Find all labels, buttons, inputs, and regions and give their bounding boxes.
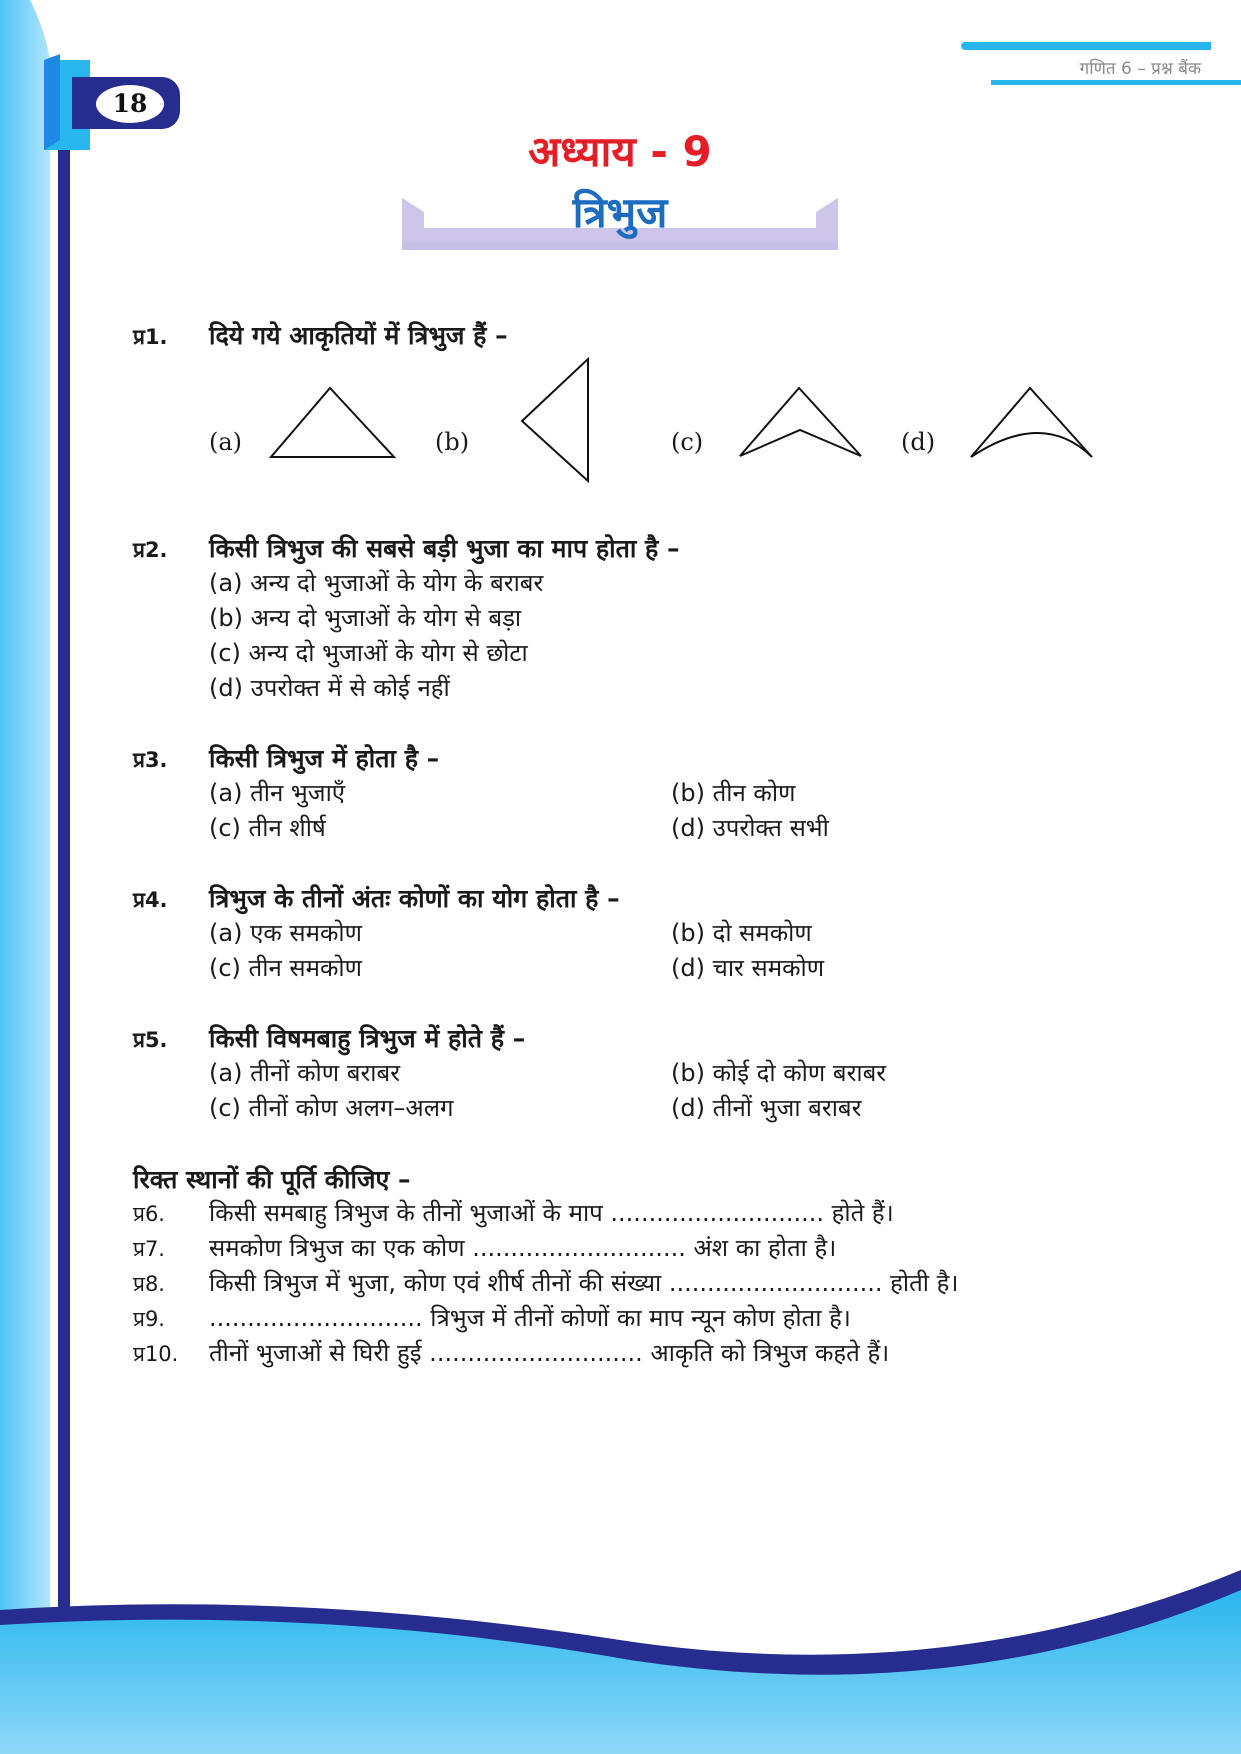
question-number-5: प्र5. — [133, 1028, 168, 1052]
curved-figure-d — [968, 384, 1096, 460]
figure-label-c: (c) — [671, 428, 704, 456]
q2-option-d: (d) उपरोक्त में से कोई नहीं — [209, 674, 450, 702]
triangle-figure-a — [268, 384, 398, 460]
question-number-1: प्र1. — [133, 325, 168, 349]
q4-option-c: (c) तीन समकोण — [209, 954, 362, 982]
q3-option-d: (d) उपरोक्त सभी — [671, 814, 829, 842]
q2-option-b: (b) अन्य दो भुजाओं के योग से बड़ा — [209, 604, 522, 632]
q3-option-b: (b) तीन कोण — [671, 779, 796, 807]
question-text-4: त्रिभुज के तीनों अंतः कोणों का योग होता है – — [209, 884, 620, 913]
fill-text-7: समकोण त्रिभुज का एक कोण ............................ अंश का होता है। — [209, 1234, 837, 1262]
triangle-figure-b — [516, 356, 596, 484]
chapter-label: अध्याय - 9 — [528, 127, 712, 176]
q3-option-c: (c) तीन शीर्ष — [209, 814, 326, 842]
figure-label-b: (b) — [435, 428, 470, 456]
fill-number-8: प्र8. — [133, 1272, 165, 1296]
header-underline — [991, 80, 1241, 85]
q3-option-a: (a) तीन भुजाएँ — [209, 779, 346, 807]
q5-option-c: (c) तीनों कोण अलग–अलग — [209, 1094, 454, 1122]
question-number-2: प्र2. — [133, 538, 168, 562]
fill-blanks-heading: रिक्त स्थानों की पूर्ति कीजिए – — [133, 1165, 411, 1194]
fill-number-9: प्र9. — [133, 1307, 165, 1331]
fill-text-6: किसी समबाहु त्रिभुज के तीनों भुजाओं के माप ............................ होते हैं। — [209, 1199, 894, 1227]
chapter-title: त्रिभुज — [572, 188, 668, 237]
q4-option-d: (d) चार समकोण — [671, 954, 825, 982]
question-number-3: प्र3. — [133, 748, 168, 772]
q5-option-a: (a) तीनों कोण बराबर — [209, 1059, 401, 1087]
question-text-1: दिये गये आकृतियों में त्रिभुज हैं – — [209, 321, 508, 350]
q2-option-a: (a) अन्य दो भुजाओं के योग के बराबर — [209, 569, 544, 597]
question-number-4: प्र4. — [133, 888, 168, 912]
q2-option-c: (c) अन्य दो भुजाओं के योग से छोटा — [209, 639, 528, 667]
fill-text-9: ............................ त्रिभुज में तीनों कोणों का माप न्यून कोण होता है। — [209, 1304, 851, 1332]
question-text-3: किसी त्रिभुज में होता है – — [209, 744, 440, 773]
q4-option-b: (b) दो समकोण — [671, 919, 812, 947]
fill-number-7: प्र7. — [133, 1237, 165, 1261]
q5-option-b: (b) कोई दो कोण बराबर — [671, 1059, 887, 1087]
header-accent-line — [961, 42, 1211, 50]
q5-option-d: (d) तीनों भुजा बराबर — [671, 1094, 862, 1122]
figure-label-d: (d) — [901, 428, 936, 456]
arrowhead-figure-c — [737, 384, 865, 460]
question-text-5: किसी विषमबाहु त्रिभुज में होते हैं – — [209, 1024, 526, 1053]
figure-label-a: (a) — [209, 428, 243, 456]
question-text-2: किसी त्रिभुज की सबसे बड़ी भुजा का माप होता है – — [209, 534, 680, 563]
page-number: 18 — [112, 89, 148, 118]
fill-number-10: प्र10. — [133, 1342, 179, 1366]
fill-text-8: किसी त्रिभुज में भुजा, कोण एवं शीर्ष तीनों की संख्या ............................ होती है। — [209, 1269, 959, 1297]
fill-text-10: तीनों भुजाओं से घिरी हुई ............................ आकृति को त्रिभुज कहते हैं। — [209, 1339, 890, 1367]
q4-option-a: (a) एक समकोण — [209, 919, 362, 947]
fill-number-6: प्र6. — [133, 1202, 165, 1226]
book-title: गणित 6 – प्रश्न बैंक — [1079, 59, 1201, 79]
